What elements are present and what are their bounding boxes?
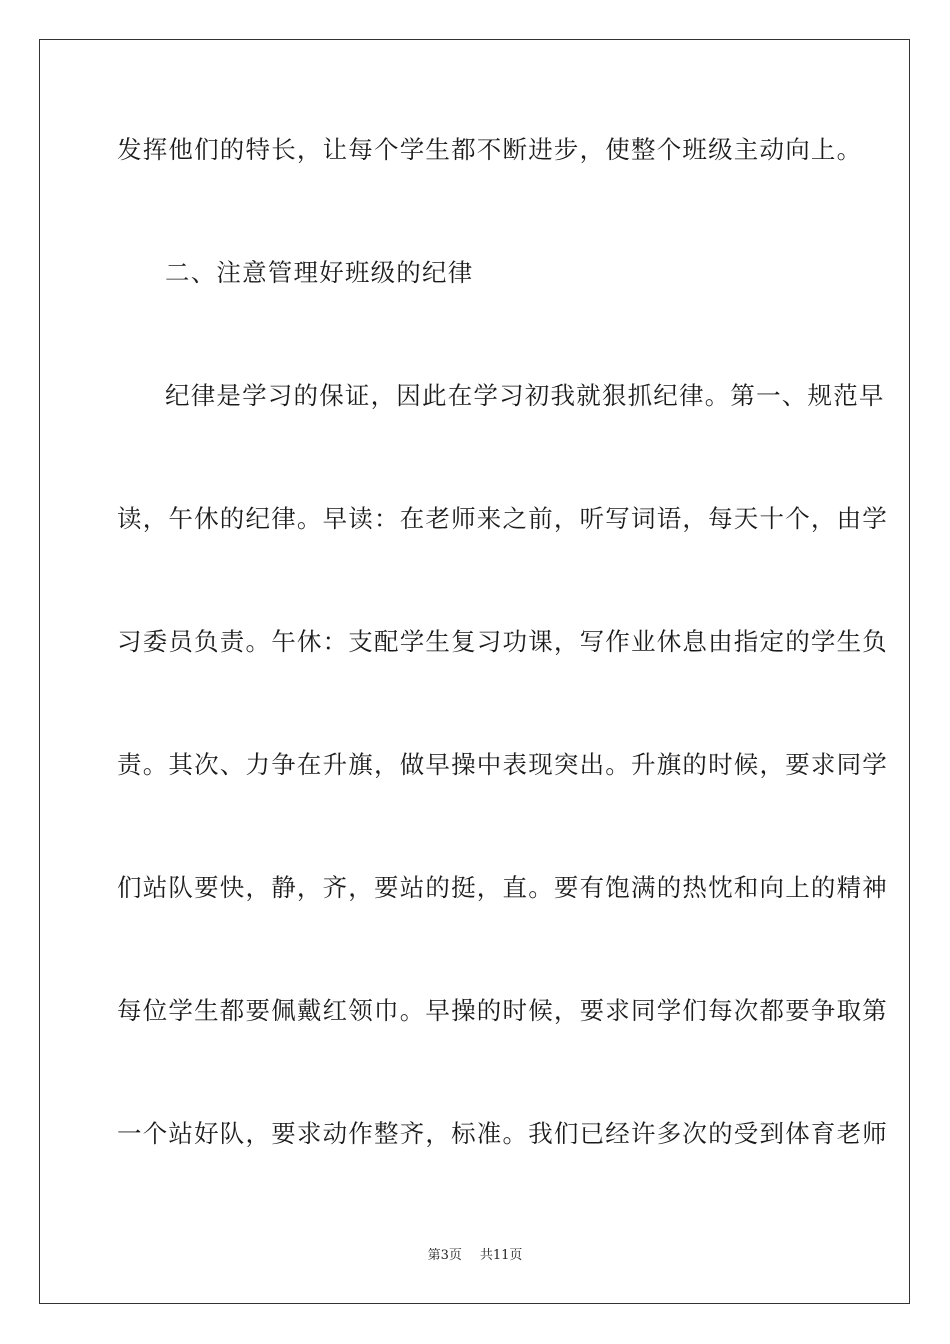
paragraph-line-6: 们站队要快，静，齐，要站的挺，直。要有饱满的热忱和向上的精神 [117,873,888,902]
paragraph-line-1: 发挥他们的特长，让每个学生都不断进步，使整个班级主动向上。 [117,135,863,164]
section-heading: 二、注意管理好班级的纪律 [165,258,474,287]
page-number: 第3页 [427,1248,462,1263]
paragraph-line-4: 习委员负责。午休：支配学生复习功课，写作业休息由指定的学生负 [117,627,888,656]
paragraph-line-5: 责。其次、力争在升旗，做早操中表现突出。升旗的时候，要求同学 [117,750,888,779]
page-footer [0,1247,950,1265]
page-border [39,39,910,1304]
page-total: 共11页 [479,1248,523,1263]
paragraph-line-7: 每位学生都要佩戴红领巾。早操的时候，要求同学们每次都要争取第 [117,996,888,1025]
paragraph-line-2: 纪律是学习的保证，因此在学习初我就狠抓纪律。第一、规范早 [165,381,885,410]
paragraph-line-3: 读，午休的纪律。早读：在老师来之前，听写词语，每天十个，由学 [117,504,888,533]
paragraph-line-8: 一个站好队，要求动作整齐，标准。我们已经许多次的受到体育老师 [117,1119,888,1148]
